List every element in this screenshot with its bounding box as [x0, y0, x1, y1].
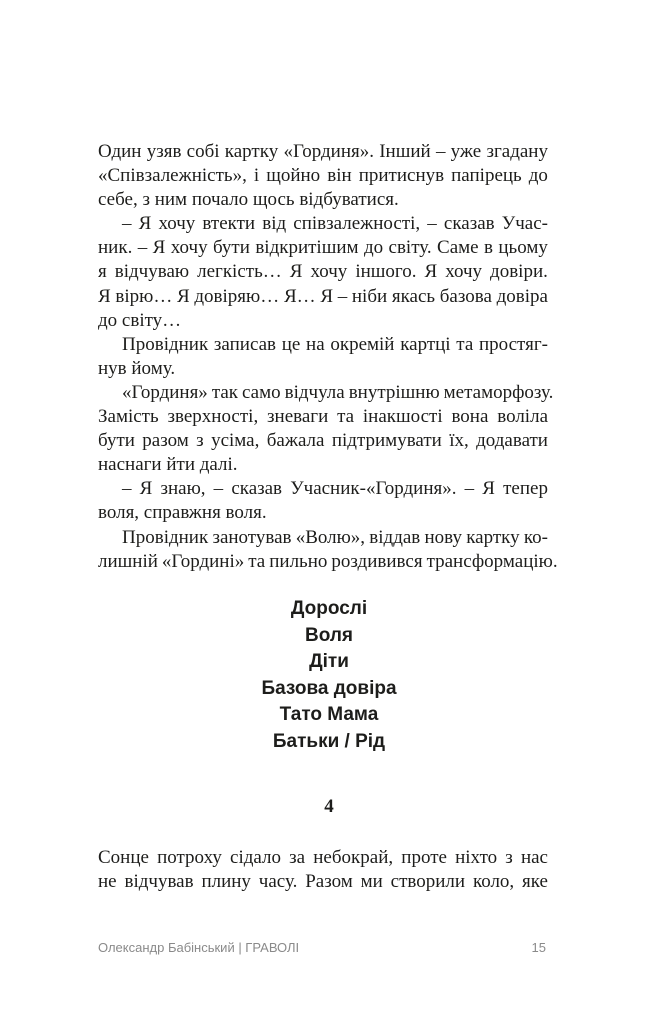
text-line	[98, 381, 554, 405]
word: воліла	[497, 406, 548, 428]
word: «Гординя».	[283, 141, 374, 162]
word: якась	[391, 285, 436, 307]
word: само	[242, 381, 281, 403]
word: «Волю»,	[295, 526, 366, 548]
word: картку	[466, 526, 520, 548]
word: хочу	[158, 213, 196, 235]
word: ко-	[523, 526, 548, 548]
word: проте	[401, 847, 447, 868]
word: –	[435, 141, 446, 162]
word: папірець	[451, 165, 522, 187]
word: картку	[224, 141, 279, 162]
word: іншого.	[355, 261, 417, 283]
word: та	[456, 333, 474, 355]
word: занотував	[212, 526, 292, 548]
word: коло,	[472, 871, 515, 893]
word: відчуваю	[114, 261, 190, 283]
word: уже	[450, 141, 482, 162]
word: співзалежності,	[293, 213, 421, 235]
word: небокрай,	[313, 847, 394, 868]
word: ник.	[98, 237, 133, 259]
word: Я…	[283, 285, 316, 307]
text-line	[98, 285, 548, 309]
text-line: воля, справжня воля.	[98, 502, 267, 524]
word: Сонце	[98, 847, 149, 868]
word: потроху	[157, 847, 222, 868]
word: хочу	[310, 261, 348, 283]
word: «Гординя»	[122, 381, 208, 403]
word: вона	[451, 406, 489, 428]
word: так	[211, 381, 239, 403]
word: не	[98, 871, 117, 893]
word: –	[122, 213, 132, 235]
word: –	[213, 478, 224, 500]
word: сказав	[443, 213, 495, 235]
text-line	[98, 550, 558, 574]
chapter-opening-text	[98, 846, 548, 894]
word: Я	[424, 261, 438, 283]
word: цьому	[498, 237, 548, 259]
text-line	[98, 846, 548, 870]
word: відкритішим	[255, 237, 359, 259]
word: створили	[390, 871, 466, 893]
word: віддав	[369, 526, 421, 548]
word: світу.	[388, 237, 432, 259]
page-footer	[98, 940, 546, 955]
word: та	[337, 406, 355, 428]
word: знаю,	[160, 478, 206, 500]
word: –	[464, 478, 475, 500]
word: ми	[360, 871, 383, 893]
word: зневаги	[267, 406, 329, 428]
word: пильно	[269, 550, 328, 572]
text-line	[98, 477, 548, 501]
word: узяв	[146, 141, 182, 162]
word: бути	[98, 430, 135, 452]
word: простяг-	[478, 333, 548, 355]
word: довіряю…	[194, 285, 280, 307]
word: легкість…	[197, 261, 282, 283]
word: Провідник	[122, 526, 209, 548]
word: на	[306, 333, 325, 355]
word: вірю…	[115, 285, 173, 307]
word: собі	[186, 141, 220, 162]
text-line	[98, 405, 548, 429]
text-line	[98, 236, 548, 260]
card-word: Воля	[304, 624, 353, 646]
word: внутрішню	[348, 381, 440, 403]
text-line	[98, 212, 548, 236]
word: Замість	[98, 406, 159, 428]
word: Учас-	[501, 213, 548, 235]
word: Я	[320, 285, 333, 307]
word: Я	[289, 261, 303, 283]
word: з	[505, 847, 513, 868]
word: нову	[424, 526, 462, 548]
word: Я	[138, 213, 152, 235]
word: базова	[439, 285, 492, 307]
word: часу.	[258, 871, 298, 893]
word: плину	[201, 871, 251, 893]
text-line	[98, 333, 548, 357]
word: «Співзалежність»,	[98, 165, 247, 187]
card-word: Тато Мама	[279, 704, 379, 725]
word: Саме	[437, 237, 479, 259]
word: записав	[213, 333, 277, 355]
word: –	[122, 478, 132, 500]
text-line: нув йому.	[98, 357, 176, 379]
footer-author-title: Олександр Бабінський | ГРАВОЛІ	[98, 940, 300, 955]
card-word: Батьки / Рід	[272, 730, 386, 752]
word: Разом	[305, 871, 353, 893]
word: лишній	[98, 550, 158, 572]
word: бути	[212, 237, 250, 259]
word: Я	[482, 478, 495, 500]
word: відчула	[284, 381, 345, 403]
word: хочу	[170, 237, 208, 259]
word: картці	[400, 333, 451, 355]
word: підтримувати	[331, 430, 442, 452]
word: –	[337, 285, 348, 307]
word: інакшості	[362, 406, 443, 428]
text-line	[98, 164, 548, 188]
word: Учасник-«Гординя».	[290, 478, 457, 500]
word: –	[137, 237, 148, 259]
word: хочу	[445, 261, 483, 283]
body-text-block	[98, 140, 558, 574]
text-line	[98, 870, 548, 894]
word: трансформацію.	[426, 550, 558, 572]
word: це	[281, 333, 301, 355]
word: ніби	[351, 285, 388, 307]
card-words-list	[0, 596, 658, 755]
text-line: до світу…	[98, 309, 182, 331]
word: до	[528, 165, 548, 187]
word: Я	[98, 285, 111, 307]
text-line	[98, 429, 548, 453]
text-line: наснаги йти далі.	[98, 454, 238, 476]
word: разом	[142, 430, 189, 452]
word: Я	[139, 478, 153, 500]
word: тепер	[503, 478, 548, 500]
text-line: себе, з ним почало щось відбуватися.	[98, 189, 399, 211]
word: відчував	[124, 871, 194, 893]
word: Провідник	[122, 333, 209, 355]
word: щойно	[266, 165, 321, 187]
word: роздивився	[331, 550, 423, 572]
word: нас	[520, 847, 548, 868]
word: притиснув	[358, 165, 445, 187]
word: довіра	[496, 285, 548, 307]
word: до	[363, 237, 384, 259]
word: усіма,	[211, 430, 260, 452]
word: Я	[152, 237, 166, 259]
chapter-number: 4	[324, 796, 334, 817]
word: –	[427, 213, 437, 235]
word: метаморфозу.	[443, 381, 554, 403]
word: окремій	[330, 333, 395, 355]
word: за	[289, 847, 306, 868]
text-line	[98, 526, 548, 550]
card-word: Базова довіра	[261, 677, 397, 699]
word: згадану	[486, 141, 548, 162]
word: втекти	[202, 213, 256, 235]
word: та	[248, 550, 266, 572]
word: бажала	[266, 430, 325, 452]
word: додавати	[476, 430, 548, 452]
word: в	[484, 237, 493, 259]
page-number: 15	[531, 940, 546, 955]
word: довіри.	[490, 261, 548, 283]
word: сідало	[230, 847, 281, 868]
word: сказав	[231, 478, 283, 500]
text-line	[98, 260, 548, 284]
word: і	[253, 165, 260, 187]
word: їх,	[449, 430, 469, 452]
card-word: Дорослі	[290, 598, 368, 619]
word: Один	[98, 141, 142, 162]
word: зверхності,	[167, 406, 259, 428]
card-word: Діти	[309, 651, 349, 672]
word: ніхто	[455, 847, 498, 868]
word: я	[98, 261, 107, 283]
word: яке	[522, 871, 548, 893]
word: він	[327, 165, 352, 187]
word: Інший	[379, 141, 431, 162]
word: Я	[177, 285, 190, 307]
word: від	[262, 213, 287, 235]
word: з	[196, 430, 204, 452]
text-line	[98, 140, 548, 164]
word: «Гордині»	[161, 550, 245, 572]
